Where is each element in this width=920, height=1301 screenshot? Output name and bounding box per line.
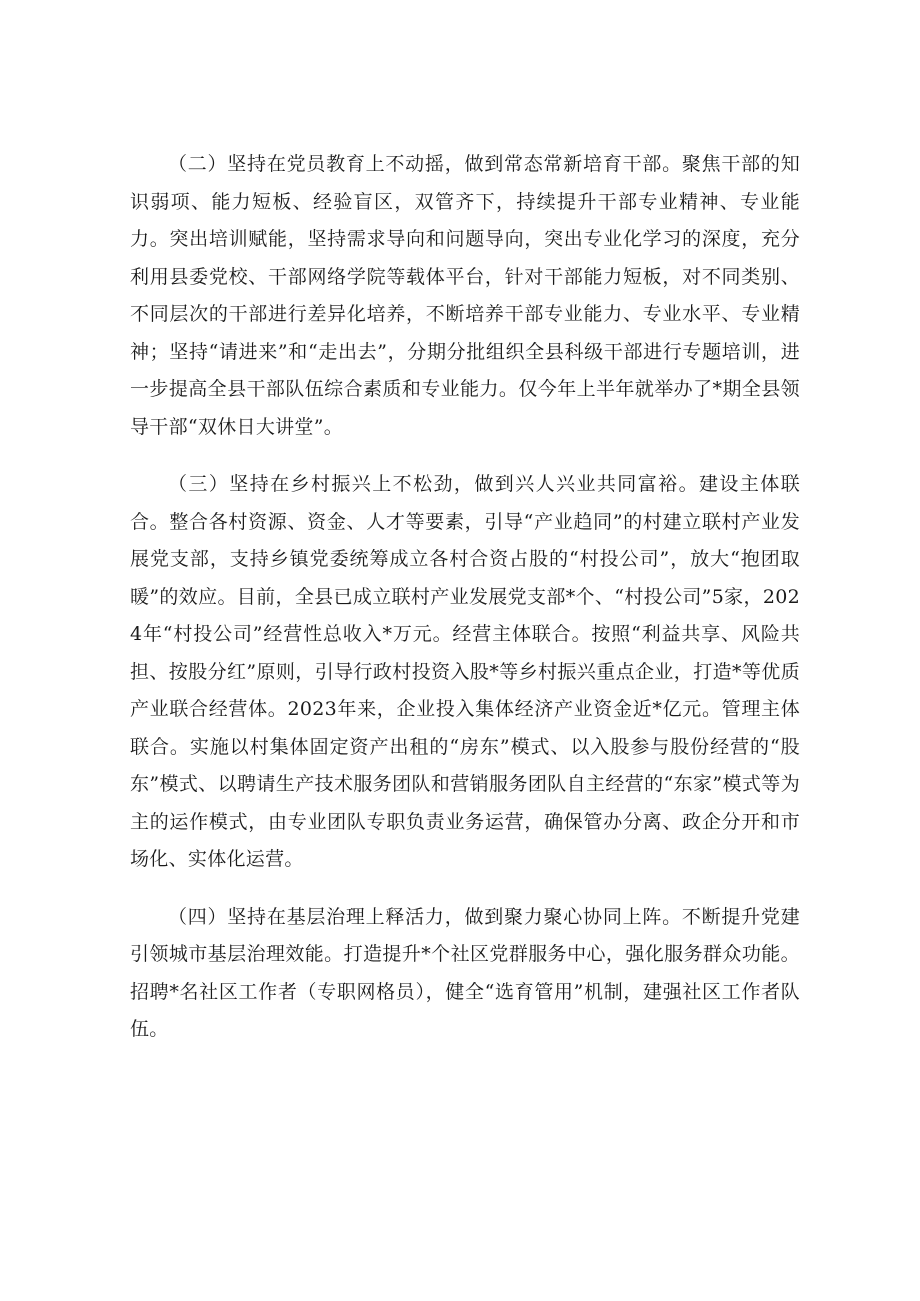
- document-body: [130, 146, 800, 1049]
- paragraph-rural-revitalization: （三）坚持在乡村振兴上不松劲，做到兴人兴业共同富裕。建设主体联合。整合各村资源、资金、人才等要素，引导“产业趋同”的村建立联村产业发展党支部，支持乡镇党委统筹成立各村合资占股的“村投公司”，放大“抱团取暖”的效应。目前，全县已成立联村产业发展党支部*个、“村投公司”5家，2024年“村投公司”经营性总收入*万元。经营主体联合。按照“利益共享、风险共担、按股分红”原则，引导行政村投资入股*等乡村振兴重点企业，打造*等优质产业联合经营体。2023年来，企业投入集体经济产业资金近*亿元。管理主体联合。实施以村集体固定资产出租的“房东”模式、以入股参与股份经营的“股东”模式、以聘请生产技术服务团队和营销服务团队自主经营的“东家”模式等为主的运作模式，由专业团队专职负责业务运营，确保管办分离、政企分开和市场化、实体化运营。: [130, 473, 800, 870]
- paragraph-grassroots-governance: （四）坚持在基层治理上释活力，做到聚力聚心协同上阵。不断提升党建引领城市基层治理效能。打造提升*个社区党群服务中心，强化服务群众功能。招聘*名社区工作者（专职网格员），健全“选育管用”机制，建强社区工作者队伍。: [130, 905, 800, 1040]
- paragraph-party-education: （二）坚持在党员教育上不动摇，做到常态常新培育干部。聚焦干部的知识弱项、能力短板、经验盲区，双管齐下，持续提升干部专业精神、专业能力。突出培训赋能，坚持需求导向和问题导向，突出专业化学习的深度，充分利用县委党校、干部网络学院等载体平台，针对干部能力短板，对不同类别、不同层次的干部进行差异化培养，不断培养干部专业能力、专业水平、专业精神；坚持“请进来”和“走出去”，分期分批组织全县科级干部进行专题培训，进一步提高全县干部队伍综合素质和专业能力。仅今年上半年就举办了*期全县领导干部“双休日大讲堂”。: [130, 153, 800, 438]
